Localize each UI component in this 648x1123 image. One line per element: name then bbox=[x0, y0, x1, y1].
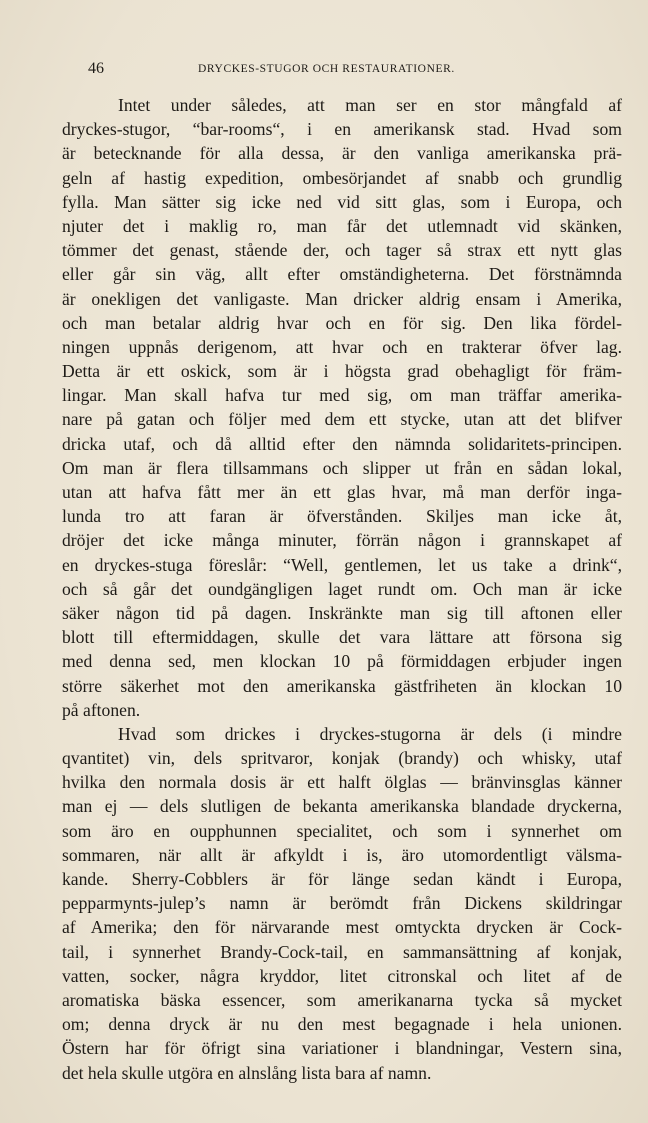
text-line: lunda tro att faran är öfverstånden. Skiljes man icke åt, bbox=[62, 506, 622, 527]
text-line: Hvad som drickes i dryckes-stugorna är dels (i mindre bbox=[118, 723, 622, 744]
page-header bbox=[88, 60, 568, 80]
text-line: dricka utaf, och då alltid efter den nämnda solidaritets-principen. bbox=[62, 433, 622, 454]
text-line: Om man är flera tillsammans och slipper ut från en sådan lokal, bbox=[62, 457, 622, 478]
text-line: man ej — dels slutligen de bekanta amerikanska blandade dryckerna, bbox=[62, 796, 622, 817]
text-line: är betecknande för alla dessa, är den vanliga amerikanska prä- bbox=[62, 143, 622, 164]
text-line: aromatiska bäska essencer, som amerikanarna tycka så mycket bbox=[62, 989, 622, 1010]
text-line: nare på gatan och följer med dem ett stycke, utan att det blifver bbox=[62, 409, 622, 430]
text-line: med denna sed, men klockan 10 på förmiddagen erbjuder ingen bbox=[62, 651, 622, 672]
paragraph bbox=[62, 93, 622, 722]
text-line: en dryckes-stuga föreslår: “Well, gentlemen, let us take a drink“, bbox=[62, 554, 622, 575]
text-line: njuter det i maklig ro, man får det utlemnadt vid skänken, bbox=[62, 215, 622, 236]
text-line: fylla. Man sätter sig icke ned vid sitt glas, som i Europa, och bbox=[62, 191, 622, 212]
text-line: vatten, socker, några kryddor, litet citronskal och litet af de bbox=[62, 965, 622, 986]
text-line: blott till eftermiddagen, skulle det vara lättare att försona sig bbox=[62, 627, 622, 648]
text-line: tömmer det genast, stående der, och tager så strax ett nytt glas bbox=[62, 240, 622, 261]
text-line: Östern har för öfrigt sina variationer i blandningar, Vestern sina, bbox=[62, 1038, 622, 1059]
body-text bbox=[62, 93, 622, 1085]
page-number: 46 bbox=[88, 60, 104, 77]
text-line: af Amerika; den för närvarande mest omtyckta drycken är Cock- bbox=[62, 917, 622, 938]
text-line: lingar. Man skall hafva tur med sig, om man träffar amerika- bbox=[62, 385, 622, 406]
text-line: större säkerhet mot den amerikanska gästfriheten än klockan 10 bbox=[62, 675, 622, 696]
text-line: och man betalar aldrig hvar och en för sig. Den lika fördel- bbox=[62, 312, 622, 333]
text-line: pepparmynts-julep’s namn är berömdt från Dickens skildringar bbox=[62, 893, 622, 914]
text-line: och så går det oundgängligen laget rundt om. Och man är icke bbox=[62, 578, 622, 599]
text-line: om; denna dryck är nu den mest begagnade i hela unionen. bbox=[62, 1014, 622, 1035]
text-line: dröjer det icke många minuter, förrän någon i grannskapet af bbox=[62, 530, 622, 551]
text-line: det hela skulle utgöra en alnslång lista bara af namn. bbox=[62, 1062, 432, 1083]
text-line: dryckes-stugor, “bar-rooms“, i en amerikansk stad. Hvad som bbox=[62, 119, 622, 140]
text-line: ningen uppnås derigenom, att hvar och en trakterar öfver lag. bbox=[62, 336, 622, 357]
text-line: Detta är ett oskick, som är i högsta grad obehagligt för främ- bbox=[62, 361, 622, 382]
paragraph bbox=[62, 722, 622, 1085]
running-head: DRYCKES-STUGOR OCH RESTAURATIONER. bbox=[198, 63, 455, 75]
text-line: som äro en oupphunnen specialitet, och som i synnerhet om bbox=[62, 820, 622, 841]
text-line: geln af hastig expedition, ombesörjandet af snabb och grundlig bbox=[62, 167, 622, 188]
text-line: sommaren, när allt är afkyldt i is, äro utomordentligt välsma- bbox=[62, 844, 622, 865]
text-line: tail, i synnerhet Brandy-Cock-tail, en sammansättning af konjak, bbox=[62, 941, 622, 962]
text-line: Intet under således, att man ser en stor mångfald af bbox=[118, 95, 622, 115]
text-line: kande. Sherry-Cobblers är för länge sedan kändt i Europa, bbox=[62, 869, 622, 889]
text-line: på aftonen. bbox=[62, 699, 141, 720]
text-line: utan att hafva fått mer än ett glas hvar, må man derför inga- bbox=[62, 482, 622, 502]
text-line: eller går sin väg, allt efter omständigheterna. Det förstnämnda bbox=[62, 264, 622, 285]
text-line: qvantitet) vin, dels spritvaror, konjak (brandy) och whisky, utaf bbox=[62, 748, 622, 769]
text-line: säker någon tid på dagen. Inskränkte man sig till aftonen eller bbox=[62, 602, 622, 623]
text-line: hvilka den normala dosis är ett halft ölglas — bränvinsglas känner bbox=[62, 772, 622, 793]
text-line: är onekligen det vanligaste. Man dricker aldrig ensam i Amerika, bbox=[62, 288, 622, 309]
